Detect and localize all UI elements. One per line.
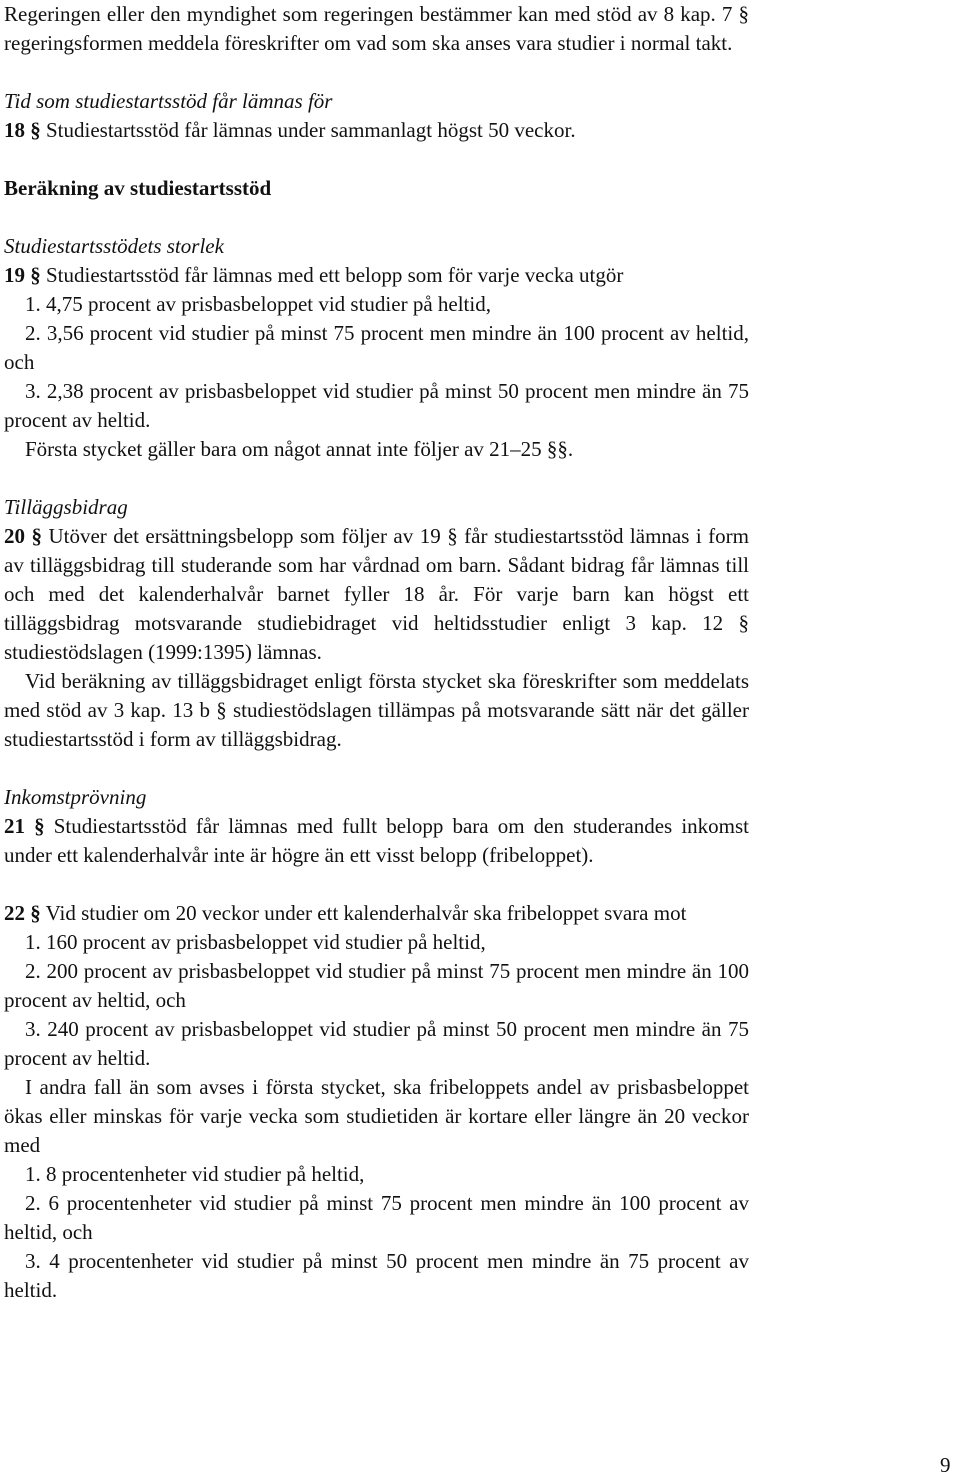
section-19 [4, 261, 749, 290]
section-21 [4, 812, 749, 870]
section-22-number: 22 § [4, 901, 41, 925]
section-21-text: Studiestartsstöd får lämnas med fullt belopp bara om den studerandes inkomst under ett kalenderhalvår inte är högre än ett visst belopp (fribeloppet). [4, 814, 749, 867]
section-19-item-1: 1. 4,75 procent av prisbasbeloppet vid studier på heltid, [25, 292, 491, 316]
intro-paragraph: Regeringen eller den myndighet som regeringen bestämmer kan med stöd av 8 kap. 7 § regeringsformen meddela föreskrifter om vad som ska anses vara studier i normal takt. [4, 2, 749, 55]
section-22-item-1: 1. 160 procent av prisbasbeloppet vid studier på heltid, [25, 930, 486, 954]
section-20-paragraph-2: Vid beräkning av tilläggsbidraget enligt första stycket ska föreskrifter som meddelats med stöd av 3 kap. 13 b § studiestödslagen tillämpas på motsvarande sätt när det gäller studiestartsstöd i form av tilläggsbidrag. [4, 669, 749, 751]
section-22-item2-3: 3. 4 procentenheter vid studier på minst 50 procent men mindre än 75 procent av heltid. [4, 1249, 749, 1302]
heading-berakning: Beräkning av studiestartsstöd [4, 176, 272, 200]
document-page [4, 0, 749, 1305]
heading-tid: Tid som studiestartsstöd får lämnas för [4, 89, 333, 113]
section-22-text: Vid studier om 20 veckor under ett kalenderhalvår ska fribeloppet svara mot [40, 901, 687, 925]
section-18-number: 18 § [4, 118, 41, 142]
section-19-final: Första stycket gäller bara om något annat inte följer av 21–25 §§. [25, 437, 574, 461]
section-20 [4, 522, 749, 667]
section-22-paragraph-2: I andra fall än som avses i första stycket, ska fribeloppets andel av prisbasbeloppet ökas eller minskas för varje vecka som studietiden är kortare eller längre än 20 veckor med [4, 1075, 749, 1157]
section-20-number: 20 § [4, 524, 42, 548]
section-20-text: Utöver det ersättningsbelopp som följer av 19 § får studiestartsstöd lämnas i form av tilläggsbidrag till studerande som har vårdnad om barn. Sådant bidrag får lämnas till och med det kalenderhalvår barnet fyller 18 år. För varje barn kan högst ett tilläggsbidrag motsvarande studiebidraget vid heltidsstudier enligt 3 kap. 12 § studiestödslagen (1999:1395) lämnas. [4, 524, 750, 664]
section-19-item-2: 2. 3,56 procent vid studier på minst 75 procent men mindre än 100 procent av heltid, och [4, 321, 749, 374]
section-18 [4, 116, 749, 145]
heading-inkomst: Inkomstprövning [4, 785, 147, 809]
section-19-text: Studiestartsstöd får lämnas med ett belopp som för varje vecka utgör [40, 263, 624, 287]
section-22-item2-1: 1. 8 procentenheter vid studier på heltid, [25, 1162, 365, 1186]
section-22 [4, 899, 749, 928]
section-21-number: 21 § [4, 814, 45, 838]
section-19-item-3: 3. 2,38 procent av prisbasbeloppet vid studier på minst 50 procent men mindre än 75 procent av heltid. [4, 379, 749, 432]
section-19-number: 19 § [4, 263, 41, 287]
section-22-item-2: 2. 200 procent av prisbasbeloppet vid studier på minst 75 procent men mindre än 100 procent av heltid, och [4, 959, 749, 1012]
section-22-item-3: 3. 240 procent av prisbasbeloppet vid studier på minst 50 procent men mindre än 75 procent av heltid. [4, 1017, 749, 1070]
heading-tillagg: Tilläggsbidrag [4, 495, 128, 519]
page-number: 9 [940, 1453, 951, 1477]
section-18-text: Studiestartsstöd får lämnas under sammanlagt högst 50 veckor. [40, 118, 576, 142]
section-22-item2-2: 2. 6 procentenheter vid studier på minst 75 procent men mindre än 100 procent av heltid, och [4, 1191, 749, 1244]
heading-storlek: Studiestartsstödets storlek [4, 234, 224, 258]
